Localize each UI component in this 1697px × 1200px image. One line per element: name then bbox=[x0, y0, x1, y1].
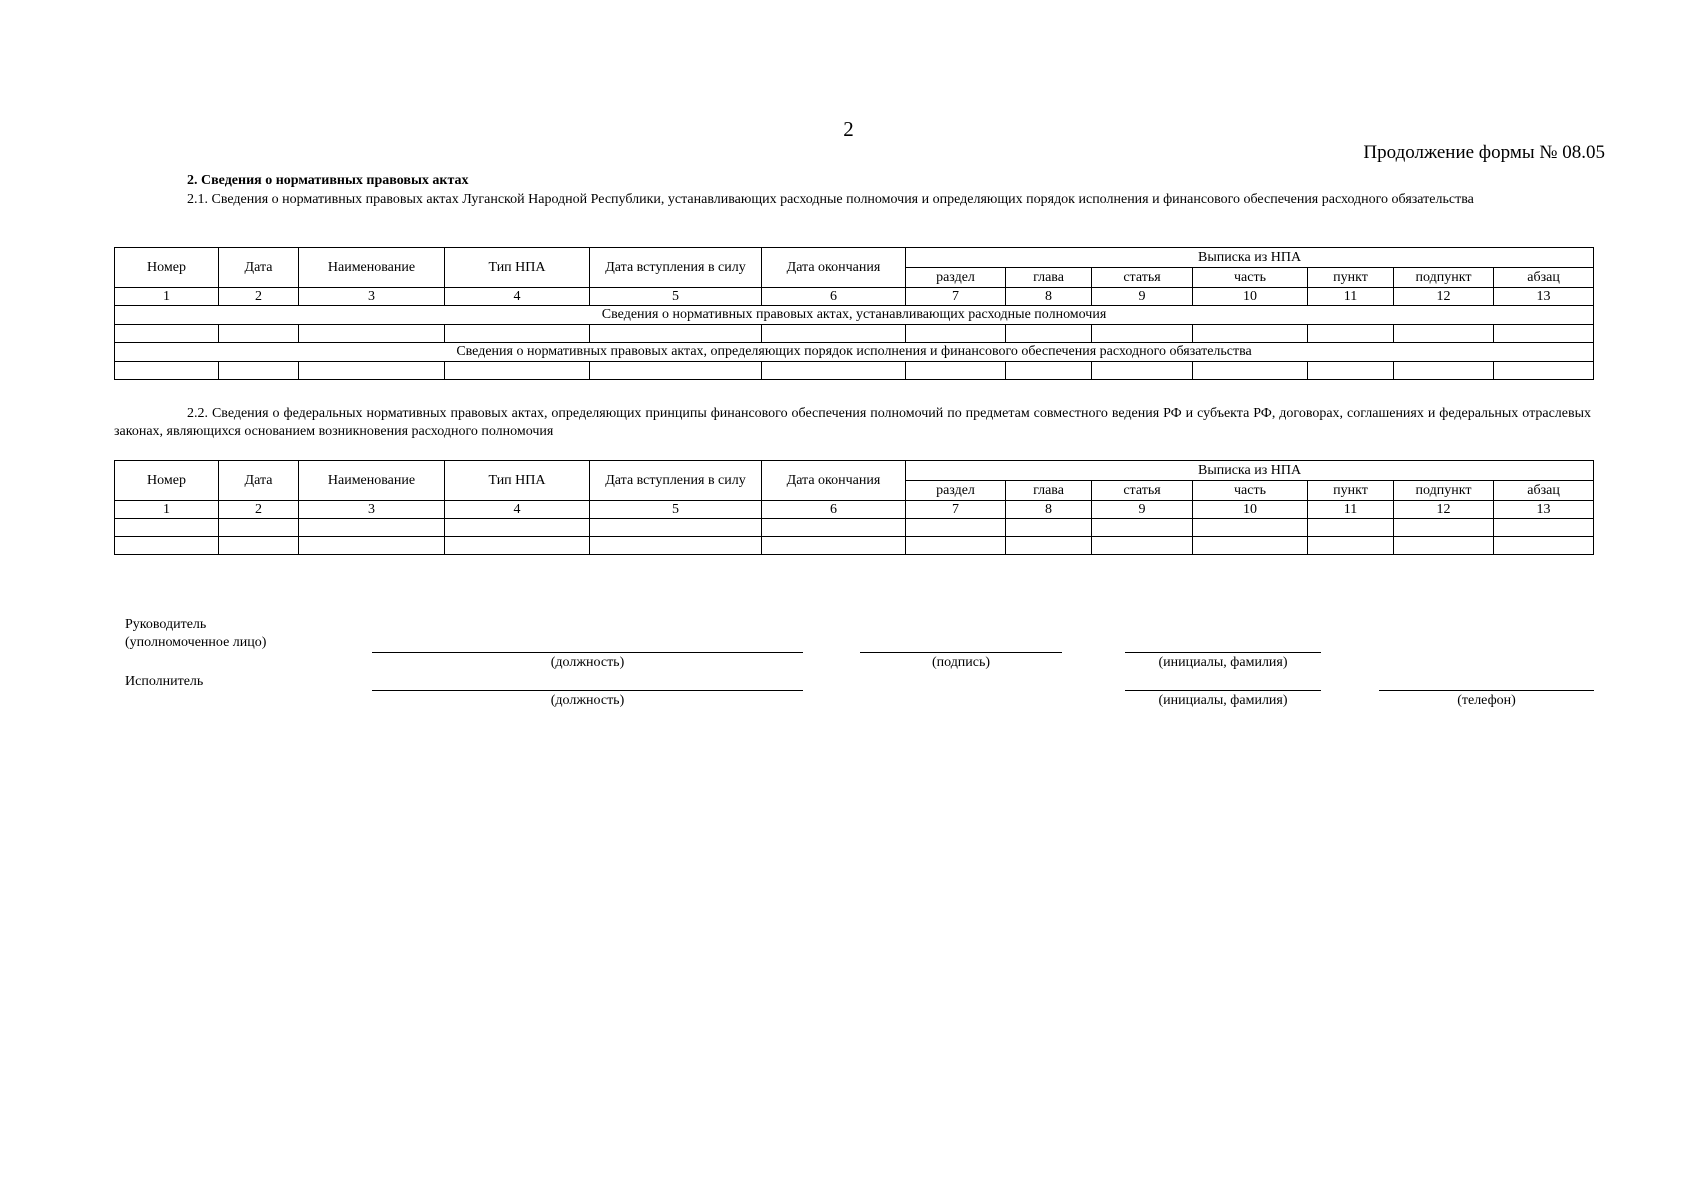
header-naimenovanie: Наименование bbox=[299, 248, 445, 288]
table-cell[interactable] bbox=[590, 537, 762, 555]
column-number: 2 bbox=[219, 501, 299, 519]
paragraph-2-2: 2.2. Сведения о федеральных нормативных правовых актах, определяющих принципы финансового обеспечения полномочий по предметам совместного ведения РФ и субъекта РФ, договорах, соглашениях и федеральных отраслевых законах, являющихся основанием возникновения расходного полномочия bbox=[114, 406, 1591, 439]
table-cell[interactable] bbox=[219, 519, 299, 537]
executor-position-caption: (должность) bbox=[550, 693, 625, 708]
column-number: 12 bbox=[1394, 501, 1494, 519]
table-cell[interactable] bbox=[590, 519, 762, 537]
table-cell[interactable] bbox=[1006, 519, 1092, 537]
header-data: Дата bbox=[219, 248, 299, 288]
header-podpunkt: подпункт bbox=[1394, 268, 1494, 288]
table-cell[interactable] bbox=[219, 537, 299, 555]
table-cell[interactable] bbox=[762, 362, 906, 380]
table-cell[interactable] bbox=[1394, 325, 1494, 343]
column-number: 1 bbox=[115, 501, 219, 519]
column-number: 9 bbox=[1092, 288, 1193, 306]
column-number: 7 bbox=[906, 501, 1006, 519]
column-number: 10 bbox=[1193, 501, 1308, 519]
column-number: 5 bbox=[590, 501, 762, 519]
table-cell[interactable] bbox=[1193, 325, 1308, 343]
table-cell[interactable] bbox=[299, 519, 445, 537]
table-cell[interactable] bbox=[1494, 519, 1594, 537]
column-number: 7 bbox=[906, 288, 1006, 306]
table-cell[interactable] bbox=[1092, 325, 1193, 343]
header-glava: глава bbox=[1006, 268, 1092, 288]
table-cell[interactable] bbox=[1308, 325, 1394, 343]
table-row bbox=[115, 537, 1594, 555]
table-row bbox=[115, 325, 1594, 343]
table-cell[interactable] bbox=[299, 362, 445, 380]
column-number: 4 bbox=[445, 501, 590, 519]
column-number: 4 bbox=[445, 288, 590, 306]
executor-label: Исполнитель bbox=[125, 674, 204, 689]
table-cell[interactable] bbox=[1308, 362, 1394, 380]
column-number: 10 bbox=[1193, 288, 1308, 306]
column-number: 13 bbox=[1494, 501, 1594, 519]
table-cell[interactable] bbox=[1394, 537, 1494, 555]
header-tip-npa: Тип НПА bbox=[445, 248, 590, 288]
table-cell[interactable] bbox=[299, 537, 445, 555]
header-glava: глава bbox=[1006, 481, 1092, 501]
header-chast: часть bbox=[1193, 268, 1308, 288]
head-name-line[interactable] bbox=[1125, 652, 1321, 653]
column-number: 6 bbox=[762, 288, 906, 306]
table-cell[interactable] bbox=[906, 537, 1006, 555]
header-data-okonchaniya: Дата окончания bbox=[762, 461, 906, 501]
table-cell[interactable] bbox=[445, 537, 590, 555]
table-cell[interactable] bbox=[1494, 325, 1594, 343]
npa-table-regional bbox=[114, 247, 1594, 380]
table-cell[interactable] bbox=[906, 362, 1006, 380]
column-number: 6 bbox=[762, 501, 906, 519]
header-data-vstupleniya: Дата вступления в силу bbox=[590, 248, 762, 288]
header-data-okonchaniya: Дата окончания bbox=[762, 248, 906, 288]
table-cell[interactable] bbox=[590, 325, 762, 343]
head-signature-caption: (подпись) bbox=[931, 655, 991, 670]
header-chast: часть bbox=[1193, 481, 1308, 501]
npa-table-federal bbox=[114, 460, 1594, 555]
header-tip-npa: Тип НПА bbox=[445, 461, 590, 501]
table-cell[interactable] bbox=[219, 325, 299, 343]
form-continuation-label: Продолжение формы № 08.05 bbox=[1363, 142, 1605, 163]
table-cell[interactable] bbox=[906, 325, 1006, 343]
table-cell[interactable] bbox=[1494, 362, 1594, 380]
header-razdel: раздел bbox=[906, 268, 1006, 288]
header-naimenovanie: Наименование bbox=[299, 461, 445, 501]
header-data: Дата bbox=[219, 461, 299, 501]
table-cell[interactable] bbox=[219, 362, 299, 380]
column-number-row bbox=[115, 501, 1594, 519]
header-vypiska: Выписка из НПА bbox=[906, 248, 1594, 268]
table-cell[interactable] bbox=[115, 362, 219, 380]
head-name-caption: (инициалы, фамилия) bbox=[1158, 655, 1288, 670]
header-nomer: Номер bbox=[115, 248, 219, 288]
table-cell[interactable] bbox=[1092, 537, 1193, 555]
paragraph-2-1: 2.1. Сведения о нормативных правовых актах Луганской Народной Республики, устанавливающих расходные полномочия и определяющих порядок исполнения и финансового обеспечения расходного обязательства bbox=[187, 192, 1474, 207]
table-cell[interactable] bbox=[115, 325, 219, 343]
column-number: 2 bbox=[219, 288, 299, 306]
page-number: 2 bbox=[843, 117, 854, 141]
table-cell[interactable] bbox=[1006, 537, 1092, 555]
table-cell[interactable] bbox=[299, 325, 445, 343]
column-number: 9 bbox=[1092, 501, 1193, 519]
table-cell[interactable] bbox=[445, 325, 590, 343]
table-cell[interactable] bbox=[1092, 519, 1193, 537]
table-cell[interactable] bbox=[1394, 519, 1494, 537]
head-label bbox=[125, 616, 266, 652]
header-punkt: пункт bbox=[1308, 481, 1394, 501]
table-cell[interactable] bbox=[1193, 362, 1308, 380]
table-cell[interactable] bbox=[1394, 362, 1494, 380]
section-title: 2. Сведения о нормативных правовых актах bbox=[187, 173, 469, 188]
table-cell[interactable] bbox=[115, 519, 219, 537]
table-row bbox=[115, 362, 1594, 380]
group-row-powers: Сведения о нормативных правовых актах, устанавливающих расходные полномочия bbox=[115, 306, 1594, 325]
column-number: 3 bbox=[299, 288, 445, 306]
column-number: 11 bbox=[1308, 501, 1394, 519]
table-cell[interactable] bbox=[762, 519, 906, 537]
table-cell[interactable] bbox=[1193, 537, 1308, 555]
header-podpunkt: подпункт bbox=[1394, 481, 1494, 501]
table-cell[interactable] bbox=[762, 537, 906, 555]
table-row bbox=[115, 519, 1594, 537]
header-abzac: абзац bbox=[1494, 481, 1594, 501]
table-cell[interactable] bbox=[1308, 519, 1394, 537]
table-cell[interactable] bbox=[115, 537, 219, 555]
table-cell[interactable] bbox=[445, 519, 590, 537]
head-label-line1: Руководитель bbox=[125, 617, 207, 632]
column-number: 13 bbox=[1494, 288, 1594, 306]
table-cell[interactable] bbox=[762, 325, 906, 343]
header-statya: статья bbox=[1092, 481, 1193, 501]
executor-name-caption: (инициалы, фамилия) bbox=[1158, 693, 1288, 708]
header-punkt: пункт bbox=[1308, 268, 1394, 288]
group-row-financing: Сведения о нормативных правовых актах, определяющих порядок исполнения и финансового обеспечения расходного обязательства bbox=[115, 343, 1594, 362]
table-cell[interactable] bbox=[1092, 362, 1193, 380]
executor-name-line[interactable] bbox=[1125, 690, 1321, 691]
table-cell[interactable] bbox=[1494, 537, 1594, 555]
table-cell[interactable] bbox=[906, 519, 1006, 537]
column-number: 1 bbox=[115, 288, 219, 306]
table-cell[interactable] bbox=[1006, 362, 1092, 380]
executor-phone-line[interactable] bbox=[1379, 690, 1594, 691]
header-nomer: Номер bbox=[115, 461, 219, 501]
header-vypiska: Выписка из НПА bbox=[906, 461, 1594, 481]
table-cell[interactable] bbox=[1006, 325, 1092, 343]
column-number: 8 bbox=[1006, 288, 1092, 306]
column-number: 12 bbox=[1394, 288, 1494, 306]
column-number: 8 bbox=[1006, 501, 1092, 519]
head-label-line2: (уполномоченное лицо) bbox=[125, 635, 267, 650]
header-abzac: абзац bbox=[1494, 268, 1594, 288]
table-cell[interactable] bbox=[590, 362, 762, 380]
head-position-line[interactable] bbox=[372, 652, 803, 653]
head-signature-line[interactable] bbox=[860, 652, 1062, 653]
column-number: 11 bbox=[1308, 288, 1394, 306]
table-cell[interactable] bbox=[1193, 519, 1308, 537]
executor-phone-caption: (телефон) bbox=[1457, 693, 1516, 708]
table-cell[interactable] bbox=[1308, 537, 1394, 555]
executor-position-line[interactable] bbox=[372, 690, 803, 691]
header-statya: статья bbox=[1092, 268, 1193, 288]
column-number-row bbox=[115, 288, 1594, 306]
header-razdel: раздел bbox=[906, 481, 1006, 501]
head-position-caption: (должность) bbox=[550, 655, 625, 670]
table-cell[interactable] bbox=[445, 362, 590, 380]
header-data-vstupleniya: Дата вступления в силу bbox=[590, 461, 762, 501]
column-number: 5 bbox=[590, 288, 762, 306]
column-number: 3 bbox=[299, 501, 445, 519]
